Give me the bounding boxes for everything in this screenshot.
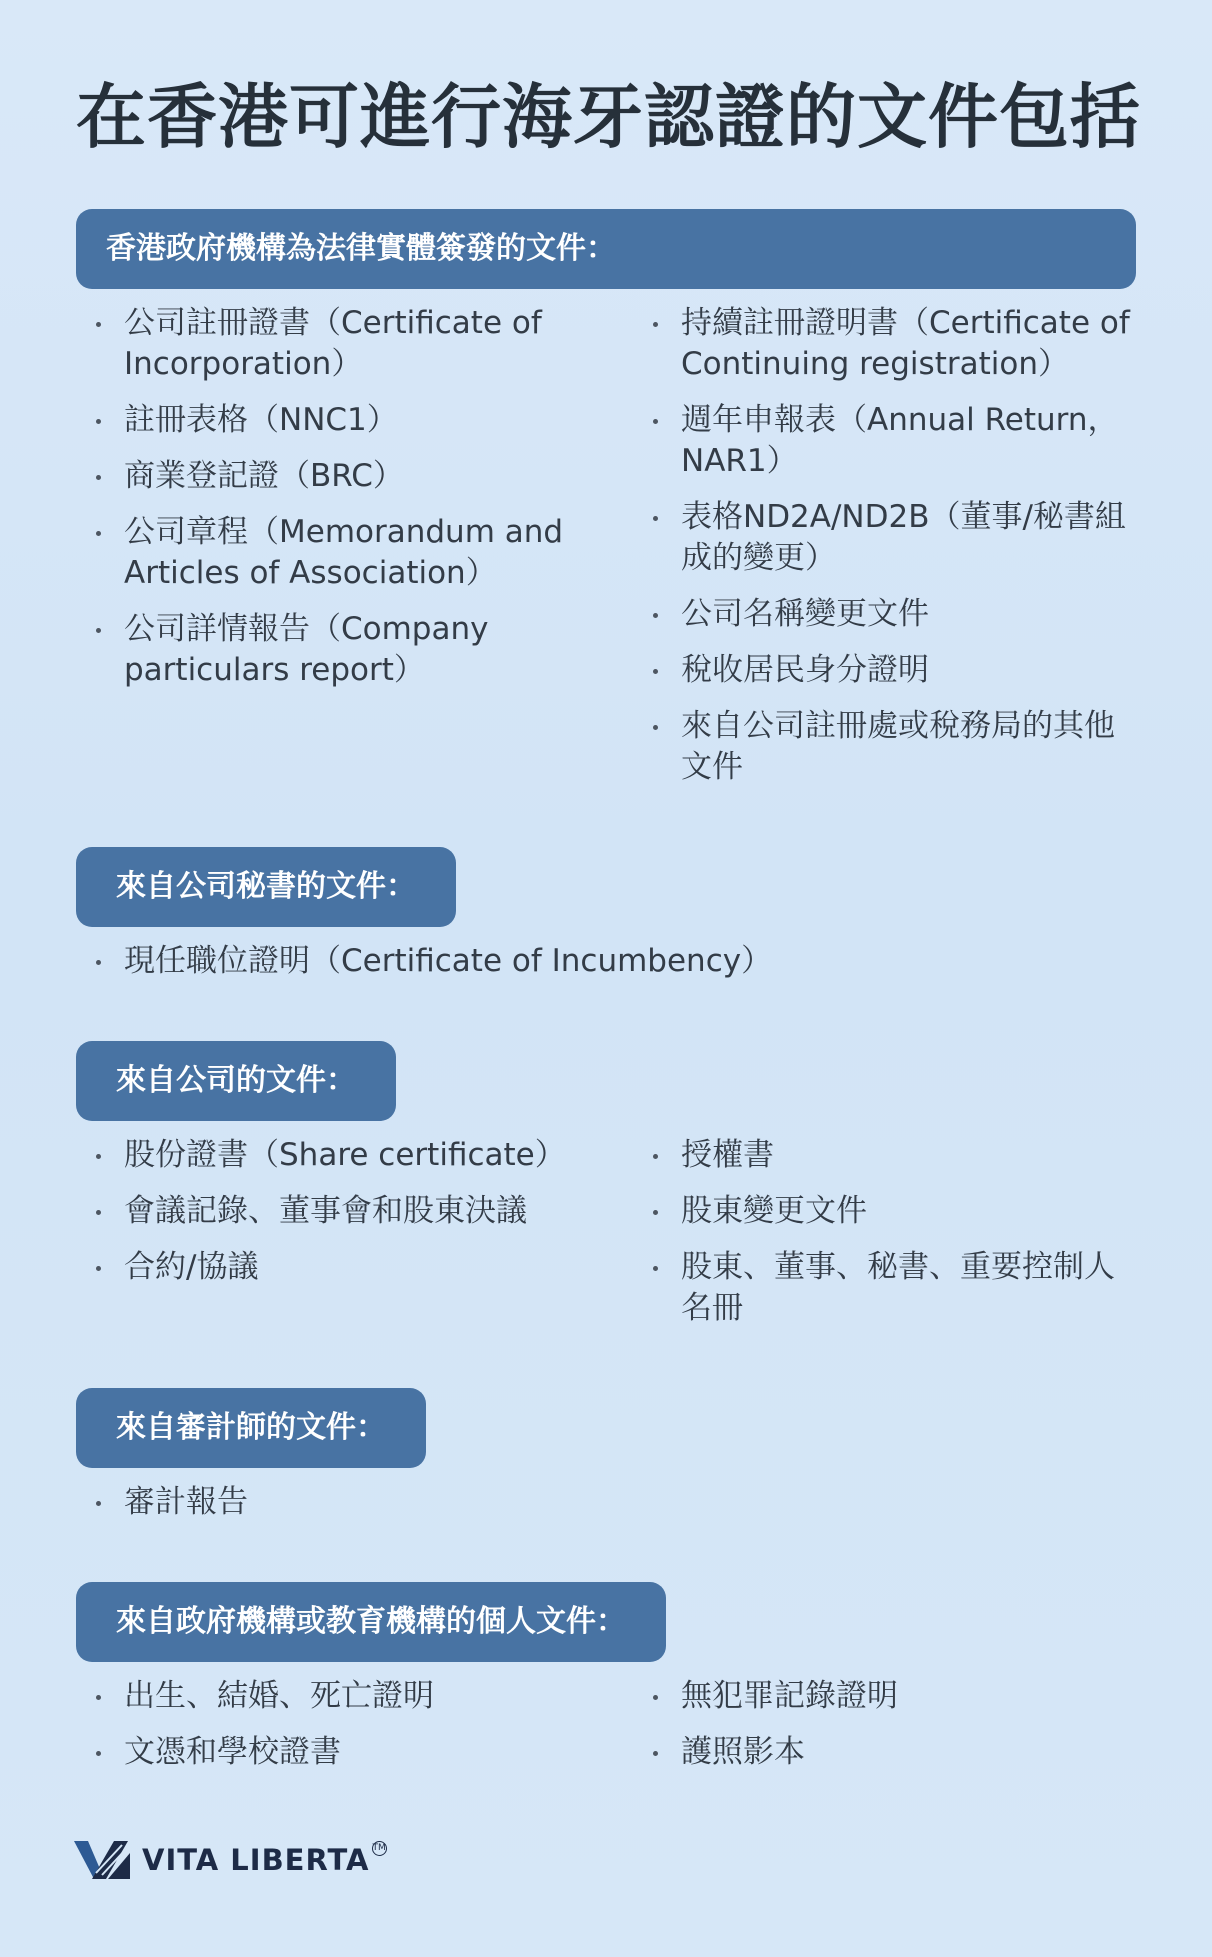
section-personal-documents xyxy=(76,1582,1136,1770)
list-item: 審計報告 xyxy=(76,1482,616,1523)
section-heading: 來自公司秘書的文件： xyxy=(76,847,456,927)
list-item: 出生、結婚、死亡證明 xyxy=(76,1676,616,1717)
list-item: 股東、董事、秘書、重要控制人名冊 xyxy=(633,1247,1136,1329)
list-item: 稅收居民身分證明 xyxy=(633,650,1136,691)
list-item: 合約/協議 xyxy=(76,1247,616,1288)
list-item: 股東變更文件 xyxy=(633,1191,1136,1232)
document-list-left xyxy=(76,941,1136,997)
section-heading: 來自審計師的文件： xyxy=(76,1388,426,1468)
list-item: 持續註冊證明書（Certificate of Continuing registration） xyxy=(633,303,1136,385)
document-list-left xyxy=(76,1135,616,1303)
section-heading: 來自公司的文件： xyxy=(76,1041,396,1121)
list-item: 公司章程（Memorandum and Articles of Association） xyxy=(76,512,616,594)
document-list-left xyxy=(76,1482,616,1538)
page-title: 在香港可進行海牙認證的文件包括 xyxy=(76,76,1141,158)
brand-name: VITA LIBERTA xyxy=(142,1843,370,1877)
list-item: 現任職位證明（Certificate of Incumbency） xyxy=(76,941,1136,982)
list-item: 商業登記證（BRC） xyxy=(76,456,616,497)
list-item: 註冊表格（NNC1） xyxy=(76,400,616,441)
list-item: 會議記錄、董事會和股東決議 xyxy=(76,1191,616,1232)
document-list-right xyxy=(633,303,1136,803)
list-item: 來自公司註冊處或稅務局的其他文件 xyxy=(633,706,1136,788)
list-item: 公司詳情報告（Company particulars report） xyxy=(76,609,616,691)
section-heading: 來自政府機構或教育機構的個人文件： xyxy=(76,1582,666,1662)
section-company-secretary-documents xyxy=(76,847,1136,979)
vita-liberta-logo-icon xyxy=(74,1839,130,1881)
list-item: 授權書 xyxy=(633,1135,1136,1176)
list-item: 公司註冊證書（Certificate of Incorporation） xyxy=(76,303,616,385)
document-list-right xyxy=(633,1135,1136,1344)
list-item: 表格ND2A/ND2B（董事/秘書組成的變更） xyxy=(633,497,1136,579)
section-heading: 香港政府機構為法律實體簽發的文件： xyxy=(76,209,1136,289)
list-item: 護照影本 xyxy=(633,1732,1136,1773)
trademark-mark: TM xyxy=(372,1841,387,1856)
section-company-documents xyxy=(76,1041,1136,1326)
document-list-right xyxy=(633,1676,1136,1788)
document-list-left xyxy=(76,1676,616,1788)
list-item: 週年申報表（Annual Return，NAR1） xyxy=(633,400,1136,482)
list-item: 股份證書（Share certificate） xyxy=(76,1135,616,1176)
list-item: 無犯罪記錄證明 xyxy=(633,1676,1136,1717)
brand-logo xyxy=(74,1838,387,1882)
section-auditor-documents xyxy=(76,1388,1136,1520)
section-government-entity-documents xyxy=(76,209,1136,785)
list-item: 公司名稱變更文件 xyxy=(633,594,1136,635)
document-list-left xyxy=(76,303,616,706)
list-item: 文憑和學校證書 xyxy=(76,1732,616,1773)
